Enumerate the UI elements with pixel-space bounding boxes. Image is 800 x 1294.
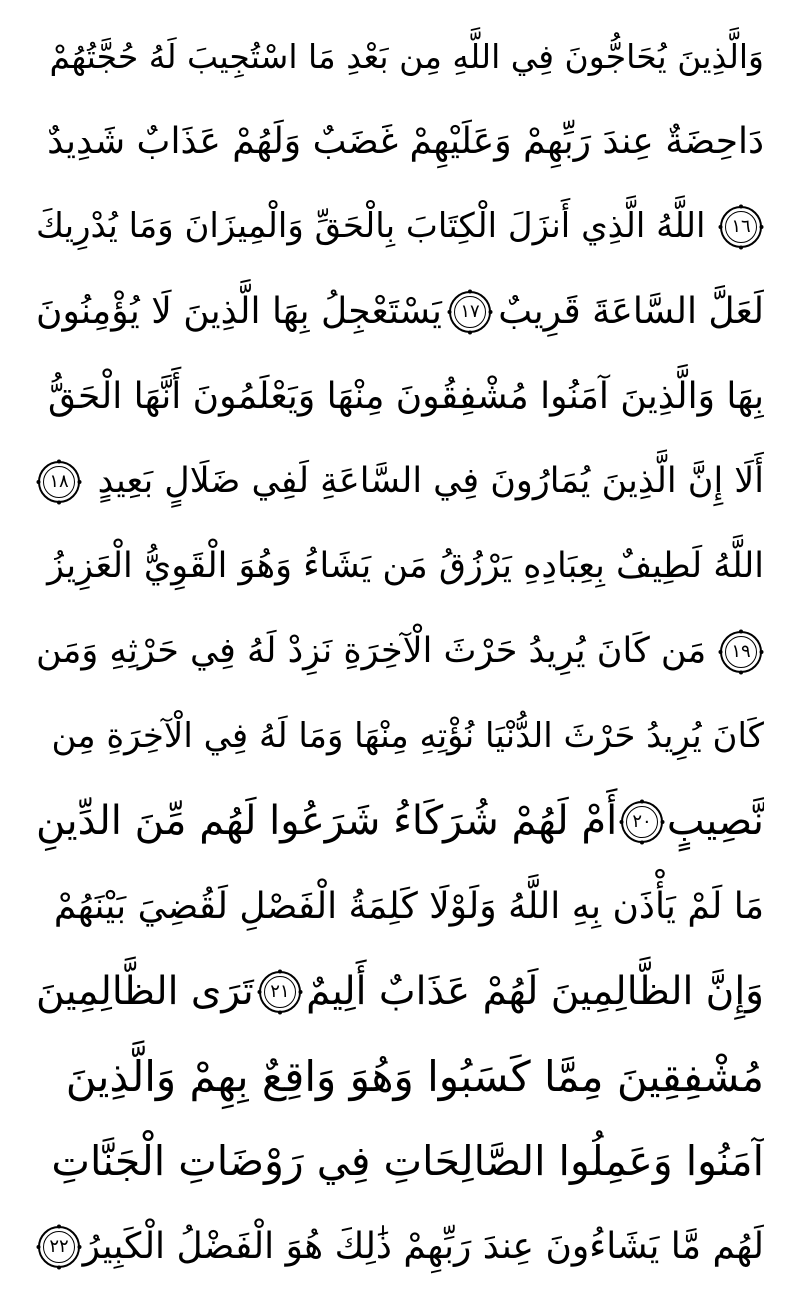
verse-line — [36, 269, 764, 354]
ayah-number: ٢٠ — [632, 810, 652, 832]
verse-text: دَاحِضَةٌ عِندَ رَبِّهِمْ وَعَلَيْهِمْ غَضَبٌ وَلَهُمْ عَذَابٌ شَدِيدٌ — [47, 121, 764, 162]
verse-text: أَمْ لَهُمْ شُرَكَاءُ شَرَعُوا لَهُم مِّنَ الدِّينِ — [36, 798, 618, 844]
ayah-number-marker — [36, 1224, 82, 1270]
verse-line — [36, 949, 764, 1034]
verse-text: مَن كَانَ يُرِيدُ حَرْثَ الْآخِرَةِ نَزِدْ لَهُ فِي حَرْثِهِ وَمَن — [36, 631, 707, 671]
ayah-number-marker — [257, 969, 303, 1015]
verse-text: لَهُم مَّا يَشَاءُونَ عِندَ رَبِّهِمْ ذَٰلِكَ هُوَ الْفَضْلُ الْكَبِيرُ — [82, 1226, 764, 1267]
verse-text: كَانَ يُرِيدُ حَرْثَ الدُّنْيَا نُؤْتِهِ مِنْهَا وَمَا لَهُ فِي الْآخِرَةِ مِن — [51, 716, 764, 756]
verse-line — [36, 1119, 764, 1204]
verse-text: وَإِنَّ الظَّالِمِينَ لَهُمْ عَذَابٌ أَلِيمٌ — [306, 969, 764, 1014]
verse-text: مُشْفِقِينَ مِمَّا كَسَبُوا وَهُوَ وَاقِعٌ بِهِمْ وَالَّذِينَ — [65, 1052, 764, 1101]
verse-line — [36, 14, 764, 99]
verse-text: آمَنُوا وَعَمِلُوا الصَّالِحَاتِ فِي رَوْضَاتِ الْجَنَّاتِ — [51, 1137, 764, 1185]
verse-line — [36, 864, 764, 949]
ayah-number: ٢٢ — [49, 1235, 69, 1257]
ayah-number-marker — [718, 629, 764, 675]
verse-text: لَعَلَّ السَّاعَةَ قَرِيبٌ — [498, 291, 764, 332]
verse-line — [36, 1034, 764, 1119]
ayah-number: ١٧ — [460, 300, 480, 322]
verse-text: اللَّهُ الَّذِي أَنزَلَ الْكِتَابَ بِالْحَقِّ وَالْمِيزَانَ وَمَا يُدْرِيكَ — [36, 206, 706, 246]
verse-line — [36, 354, 764, 439]
verse-line — [36, 184, 764, 269]
verse-text: تَرَى الظَّالِمِينَ — [36, 969, 254, 1014]
verse-line — [36, 1204, 764, 1289]
ayah-number-marker — [36, 459, 82, 505]
verse-line — [36, 779, 764, 864]
verse-text: وَالَّذِينَ يُحَاجُّونَ فِي اللَّهِ مِن بَعْدِ مَا اسْتُجِيبَ لَهُ حُجَّتُهُمْ — [49, 37, 764, 76]
ayah-number: ٢١ — [270, 980, 290, 1002]
verse-text: يَسْتَعْجِلُ بِهَا الَّذِينَ لَا يُؤْمِنُونَ — [36, 291, 442, 332]
verse-text: أَلَا إِنَّ الَّذِينَ يُمَارُونَ فِي السَّاعَةِ لَفِي ضَلَالٍ بَعِيدٍ — [97, 461, 764, 501]
verse-line — [36, 439, 764, 524]
verse-line — [36, 694, 764, 779]
verse-text: مَا لَمْ يَأْذَن بِهِ اللَّهُ وَلَوْلَا كَلِمَةُ الْفَصْلِ لَقُضِيَ بَيْنَهُمْ — [53, 886, 764, 927]
ayah-number: ١٩ — [731, 640, 751, 662]
ayah-number: ١٨ — [49, 470, 69, 492]
verse-text: نَّصِيبٍ — [666, 798, 764, 844]
ayah-number-marker — [447, 289, 493, 335]
verse-text: بِهَا وَالَّذِينَ آمَنُوا مُشْفِقُونَ مِنْهَا وَيَعْلَمُونَ أَنَّهَا الْحَقُّ — [47, 376, 764, 417]
verse-text: اللَّهُ لَطِيفٌ بِعِبَادِهِ يَرْزُقُ مَن يَشَاءُ وَهُوَ الْقَوِيُّ الْعَزِيزُ — [47, 546, 764, 586]
ayah-number: ١٦ — [731, 215, 751, 237]
mushaf-page — [36, 14, 764, 1280]
ayah-number-marker — [619, 799, 665, 845]
verse-line — [36, 609, 764, 694]
verse-line — [36, 99, 764, 184]
ayah-number-marker — [718, 204, 764, 250]
verse-line — [36, 524, 764, 609]
